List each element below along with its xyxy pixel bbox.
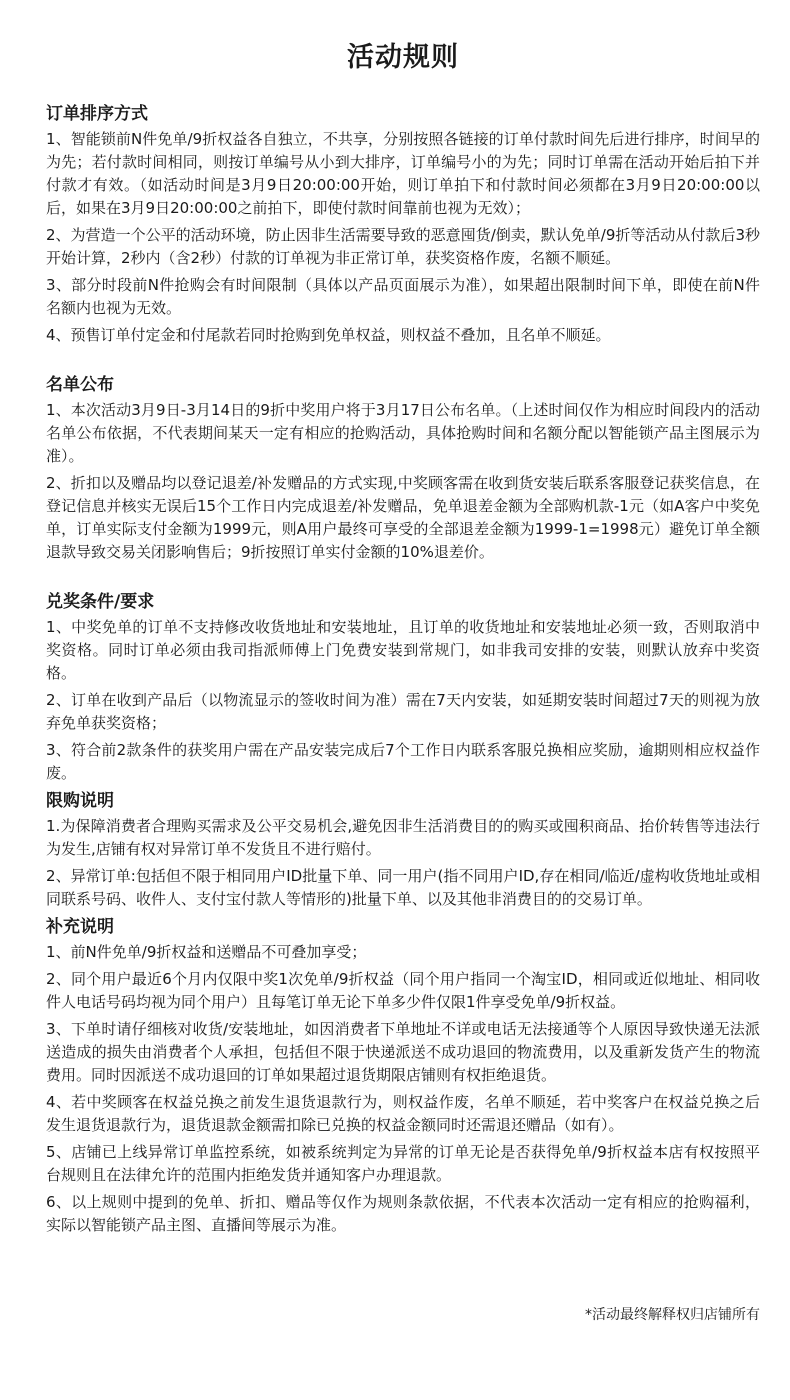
rule-paragraph: 3、符合前2款条件的获奖用户需在产品安装完成后7个工作日内联系客服兑换相应奖励，逾期则相应权益作废。 <box>46 741 760 782</box>
rule-paragraph: 5、店铺已上线异常订单监控系统，如被系统判定为异常的订单无论是否获得免单/9折权益本店有权按照平台规则且在法律允许的范围内拒绝发货并通知客户办理退款。 <box>46 1143 760 1184</box>
rule-paragraph: 1、智能锁前N件免单/9折权益各自独立，不共享，分别按照各链接的订单付款时间先后进行排序，时间早的为先；若付款时间相同，则按订单编号从小到大排序，订单编号小的为先；同时订单需在活动开始后拍下并付款才有效。（如活动时间是3月9日20:00:00开始，则订单拍下和付款时间必须都在3月9日20:00:00以后，如果在3月9日20:00:00之前拍下，即使付款时间靠前也视为无效）； <box>46 130 760 217</box>
rule-paragraph: 3、下单时请仔细核对收货/安装地址，如因消费者下单地址不详或电话无法接通等个人原因导致快递无法派送造成的损失由消费者个人承担，包括但不限于快递派送不成功退回的物流费用，以及重新发货产生的物流费用。同时因派送不成功退回的订单如果超过退货期限店铺则有权拒绝退货。 <box>46 1020 760 1084</box>
rule-paragraph: 4、预售订单付定金和付尾款若同时抢购到免单权益，则权益不叠加，且名单不顺延。 <box>46 326 611 344</box>
rule-paragraph: 2、异常订单:包括但不限于相同用户ID批量下单、同一用户(指不同用户ID,存在相同/临近/虚构收货地址或相同联系号码、收件人、支付宝付款人等情形的)批量下单、以及其他非消费目的的交易订单。 <box>46 867 760 908</box>
rule-paragraph: 1、本次活动3月9日-3月14日的9折中奖用户将于3月17日公布名单。（上述时间仅作为相应时间段内的活动名单公布依据，不代表期间某天一定有相应的抢购活动，具体抢购时间和名额分配以智能锁产品主图展示为准）。 <box>46 401 760 465</box>
rule-paragraph: 6、以上规则中提到的免单、折扣、赠品等仅作为规则条款依据，不代表本次活动一定有相应的抢购福利，实际以智能锁产品主图、直播间等展示为准。 <box>46 1193 760 1234</box>
rule-paragraph: 1、中奖免单的订单不支持修改收货地址和安装地址，且订单的收货地址和安装地址必须一致，否则取消中奖资格。同时订单必须由我司指派师傅上门免费安装到常规门，如非我司安排的安装，则默认放弃中奖资格。 <box>46 618 760 682</box>
rule-paragraph: 1、前N件免单/9折权益和送赠品不可叠加享受； <box>46 943 367 961</box>
section-heading: 兑奖条件/要求 <box>46 592 155 612</box>
rule-paragraph: 2、为营造一个公平的活动环境，防止因非生活需要导致的恶意囤货/倒卖，默认免单/9折等活动从付款后3秒开始计算，2秒内（含2秒）付款的订单视为非正常订单，获奖资格作废，名额不顺延。 <box>46 226 760 267</box>
rule-paragraph: 2、订单在收到产品后（以物流显示的签收时间为准）需在7天内安装，如延期安装时间超过7天的则视为放弃免单获奖资格； <box>46 691 760 732</box>
section-heading: 限购说明 <box>46 791 114 811</box>
rule-paragraph: 1.为保障消费者合理购买需求及公平交易机会,避免因非生活消费目的的购买或囤积商品、抬价转售等违法行为发生,店铺有权对异常订单不发货且不进行赔付。 <box>46 817 760 858</box>
section-heading: 补充说明 <box>46 917 114 937</box>
rule-paragraph: 2、折扣以及赠品均以登记退差/补发赠品的方式实现,中奖顾客需在收到货安装后联系客服登记获奖信息，在登记信息并核实无误后15个工作日内完成退差/补发赠品，免单退差金额为全部购机款-1元（如A客户中奖免单，订单实际支付金额为1999元，则A用户最终可享受的全部退差金额为1999-1=1998元）避免订单全额退款导致交易关闭影响售后；9折按照订单实付金额的10%退差价。 <box>46 474 760 561</box>
rule-paragraph: 4、若中奖顾客在权益兑换之前发生退货退款行为，则权益作废，名单不顺延，若中奖客户在权益兑换之后发生退货退款行为，退货退款金额需扣除已兑换的权益金额同时还需退还赠品（如有）。 <box>46 1093 760 1134</box>
rule-paragraph: 3、部分时段前N件抢购会有时间限制（具体以产品页面展示为准），如果超出限制时间下单，即使在前N件名额内也视为无效。 <box>46 276 760 317</box>
section-purchase-limit <box>46 789 760 911</box>
rule-paragraph: 2、同个用户最近6个月内仅限中奖1次免单/9折权益（同个用户指同一个淘宝ID，相同或近似地址、相同收件人电话号码均视为同个用户）且每笔订单无论下单多少件仅限1件享受免单/9折权益。 <box>46 970 760 1011</box>
section-redemption-conditions <box>46 590 760 785</box>
section-order-sorting <box>46 102 760 347</box>
footer-disclaimer: *活动最终解释权归店铺所有 <box>585 1307 760 1323</box>
section-winner-list <box>46 373 760 564</box>
section-heading: 名单公布 <box>46 375 114 395</box>
page-title: 活动规则 <box>347 42 459 73</box>
section-heading: 订单排序方式 <box>46 104 148 124</box>
section-supplementary <box>46 915 760 1237</box>
